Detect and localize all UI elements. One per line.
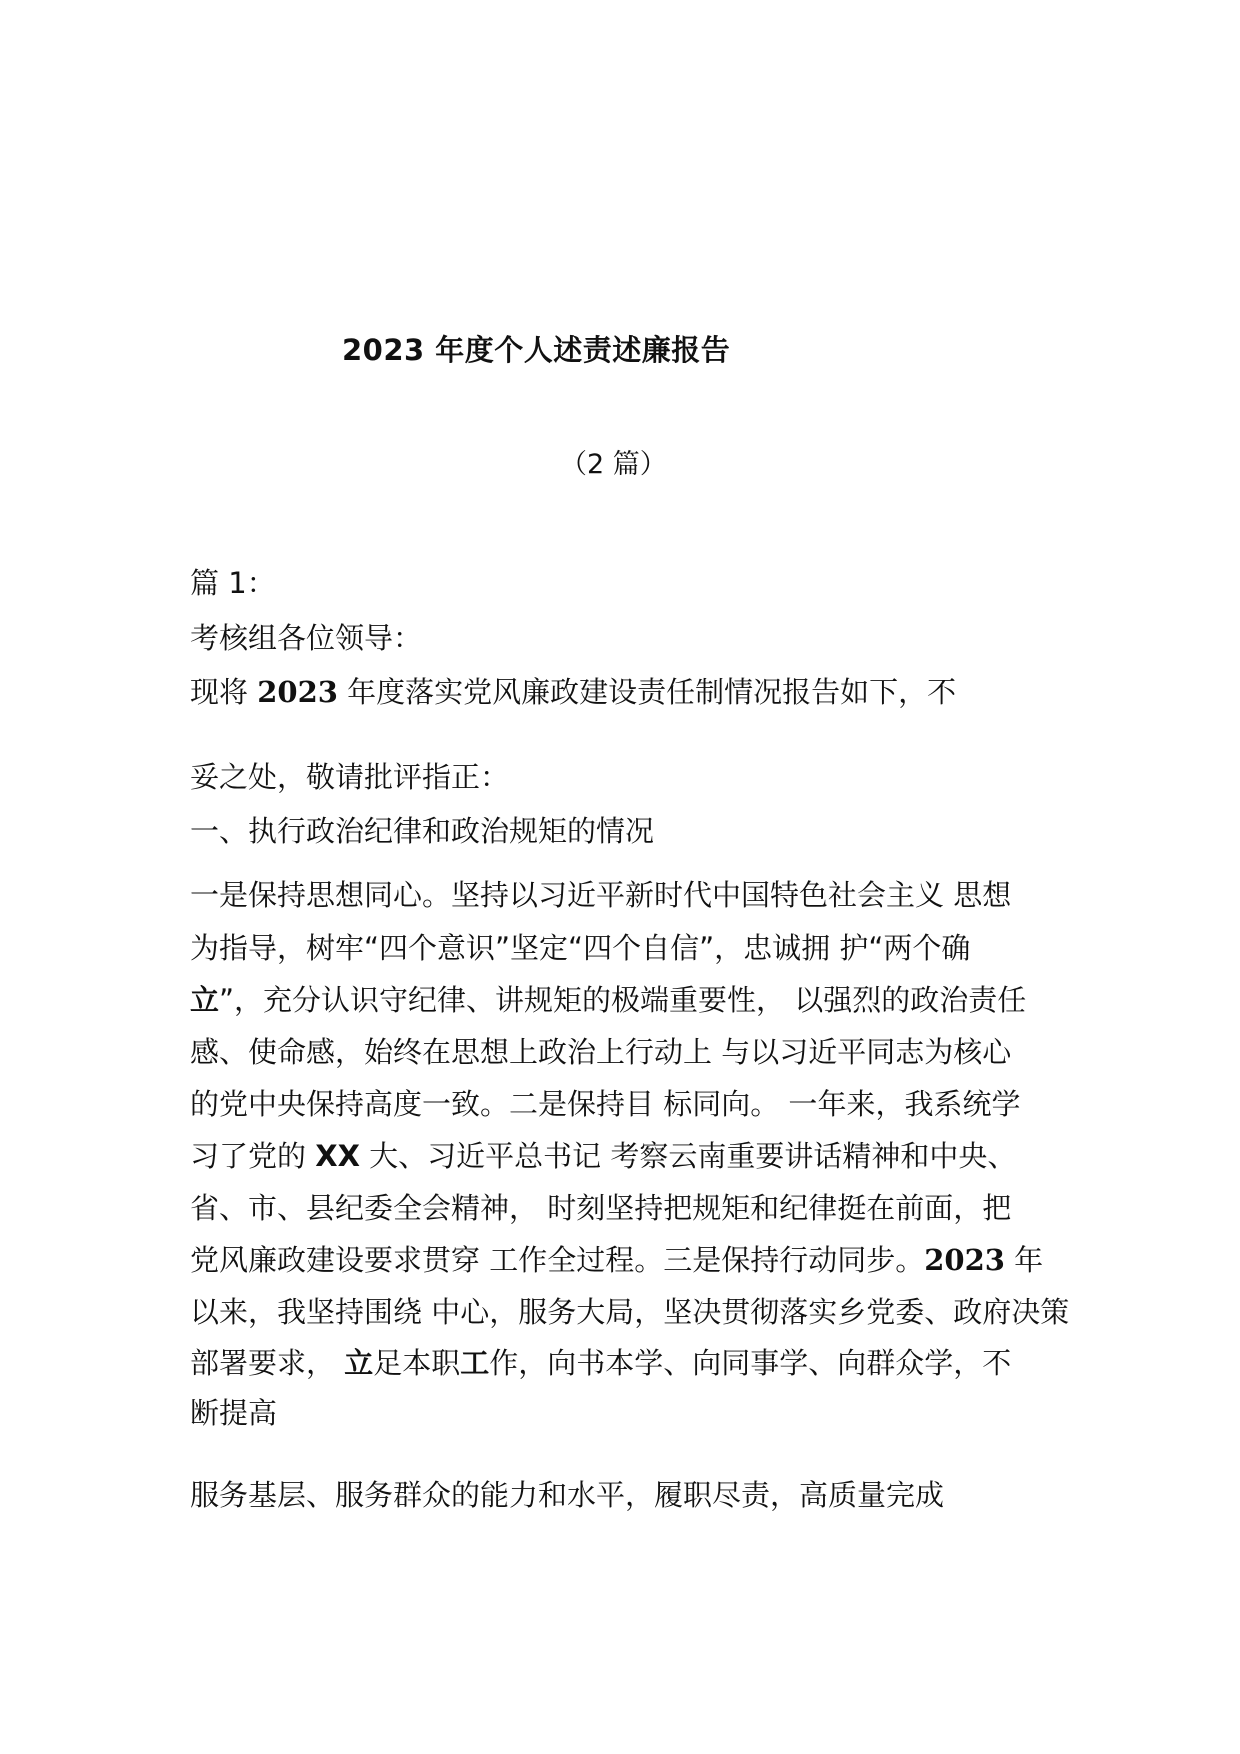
text-run: 部署要求，	[190, 1346, 345, 1380]
text-run: 立	[344, 1346, 374, 1380]
text-run: 年	[1004, 1243, 1044, 1277]
body-line: 妥之处，敬请批评指正：	[190, 760, 510, 794]
text-run: 足本职	[373, 1346, 461, 1380]
congress-number: XX	[315, 1139, 360, 1173]
body-line: 断提高	[190, 1396, 278, 1430]
text-run: ”，充分认识守纪律、讲规矩的极端重要性， 以强烈的政治责任	[219, 983, 1027, 1017]
text-run: 习了党的	[190, 1139, 316, 1173]
body-line: 为指导，树牢“四个意识”坚定“四个自信”，忠诚拥 护“两个确	[190, 931, 971, 965]
salutation: 考核组各位领导：	[190, 621, 423, 655]
text-run: 党风廉政建设要求贯穿 工作全过程。三是保持行动同步。	[190, 1243, 925, 1277]
document-subtitle: （2 篇）	[560, 449, 667, 480]
body-line: 省、市、县纪委全会精神， 时刻坚持把规矩和纪律挺在前面，把	[190, 1191, 1012, 1225]
text-run: 大、习近平总书记 考察云南重要讲话精神和中央、	[359, 1139, 1017, 1173]
body-line: 感、使命感，始终在思想上政治上行动上 与以习近平同志为核心	[190, 1035, 1012, 1069]
body-line	[190, 980, 1026, 1020]
body-line	[190, 1136, 1016, 1176]
year-number: 2023	[924, 1243, 1005, 1277]
text-run: 作，向书本学、向同事学、向群众学，不	[489, 1346, 1012, 1380]
body-line: 以来，我坚持围绕 中心，服务大局，坚决贯彻落实乡党委、政府决策	[190, 1295, 1070, 1329]
body-line: 的党中央保持高度一致。二是保持目 标同向。 一年来，我系统学	[190, 1087, 1021, 1121]
year-number: 2023	[257, 675, 338, 709]
text-run: 年度落实党风廉政建设责任制情况报告如下，不	[337, 675, 957, 709]
body-line: 服务基层、服务群众的能力和水平，履职尽责，高质量完成	[190, 1478, 945, 1512]
body-line	[190, 672, 956, 712]
document-title: 2023 年度个人述责述廉报告	[342, 333, 731, 367]
section-heading: 一、执行政治纪律和政治规矩的情况	[190, 814, 655, 848]
text-run: 现将	[190, 675, 258, 709]
text-run: 立	[190, 983, 220, 1017]
body-line	[190, 1343, 1011, 1383]
body-line	[190, 1240, 1043, 1280]
section-label: 篇 1：	[190, 566, 276, 600]
text-run: 工	[460, 1346, 490, 1380]
body-line: 一是保持思想同心。坚持以习近平新时代中国特色社会主义 思想	[190, 878, 1012, 912]
